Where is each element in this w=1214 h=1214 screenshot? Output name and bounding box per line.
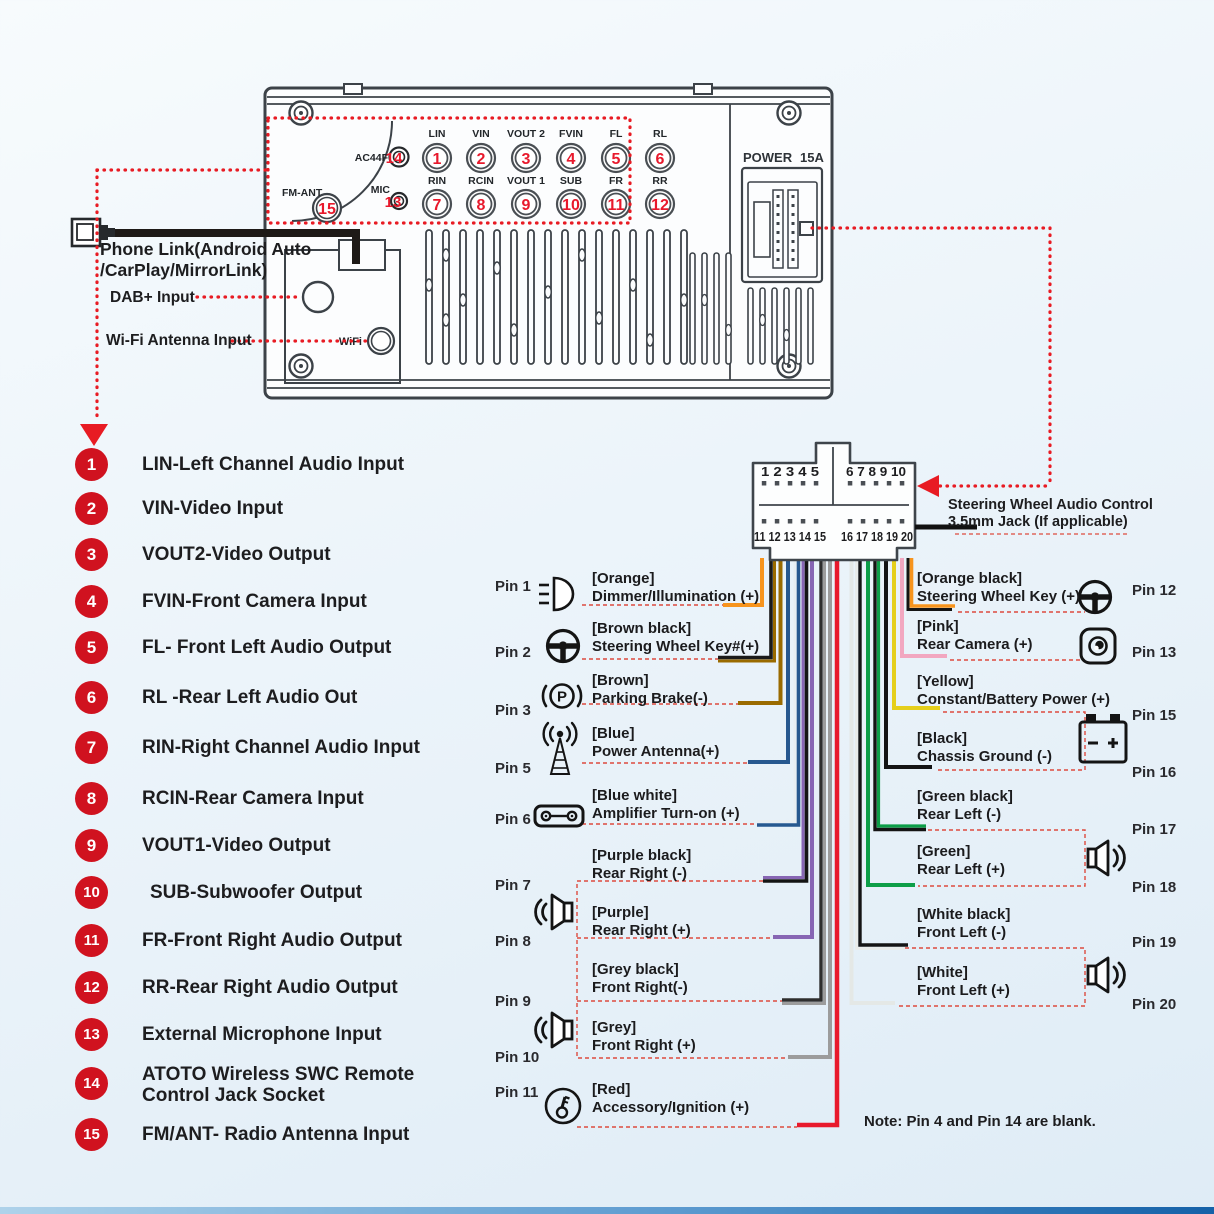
wire-color-label: [Yellow] (917, 673, 974, 690)
legend-label: FVIN-Front Camera Input (142, 591, 367, 612)
wire-color-label: [Black] (917, 730, 968, 747)
legend-label: FR-Front Right Audio Output (142, 930, 402, 951)
svg-text:MIC: MIC (370, 184, 390, 196)
legend-label: RCIN-Rear Camera Input (142, 788, 364, 809)
legend-number-badge: 5 (75, 631, 108, 664)
pin-row (495, 961, 855, 1010)
wire-color-label: [Green black] (917, 788, 1013, 805)
legend-number-badge: 3 (75, 538, 108, 571)
power-connector (742, 168, 822, 282)
power-label: POWER (743, 150, 793, 165)
legend-number-badge: 9 (75, 829, 108, 862)
legend-number-badge: 13 (75, 1018, 108, 1051)
pin-row (495, 847, 855, 894)
svg-text:10: 10 (562, 197, 580, 214)
wire-pin20-white (852, 558, 896, 1003)
down-arrow-icon (80, 424, 108, 446)
wire-function-label: Chassis Ground (-) (917, 748, 1053, 765)
wire-color-label: [Blue] (592, 725, 635, 742)
legend-label-line1: ATOTO Wireless SWC Remote (142, 1064, 415, 1085)
pin-row (495, 620, 855, 664)
swc-line1: Steering Wheel Audio Control (948, 497, 1153, 513)
wire-function-label: Rear Right (+) (592, 922, 691, 939)
bottom-accent-bar (0, 1207, 1214, 1214)
pin-number-label: Pin 7 (495, 877, 531, 894)
legend-number-badge: 4 (75, 585, 108, 618)
legend-label: VIN-Video Input (142, 498, 284, 519)
svg-text:FM-ANT: FM-ANT (282, 187, 323, 199)
legend-number-badge: 6 (75, 681, 108, 714)
pin-number-label: Pin 1 (495, 578, 531, 595)
pin-row (495, 570, 855, 614)
pin-row (495, 725, 855, 777)
pin-number-label: Pin 18 (1132, 879, 1177, 896)
svg-text:4: 4 (566, 151, 576, 168)
fuse-label: 15A (800, 150, 824, 165)
blank-pins-note: Note: Pin 4 and Pin 14 are blank. (864, 1113, 1096, 1130)
pin-row (917, 788, 1214, 838)
svg-text:WiFi: WiFi (338, 336, 362, 348)
legend-number-badge: 2 (75, 492, 108, 525)
svg-text:AC44F: AC44F (354, 152, 388, 164)
pin-number-label: Pin 16 (1132, 764, 1177, 781)
pin-number-label: Pin 20 (1132, 996, 1177, 1013)
svg-text:FL: FL (609, 128, 623, 140)
svg-text:RL: RL (653, 128, 667, 140)
svg-text:FVIN: FVIN (559, 128, 583, 140)
svg-text:13: 13 (384, 194, 402, 211)
legend-label: FL- Front Left Audio Output (142, 637, 392, 658)
connector-pins-1-5: 1 2 3 4 5 (761, 465, 820, 479)
pin-row (917, 673, 1214, 724)
phone-link-line1: Phone Link(Android Auto (100, 239, 312, 259)
svg-text:9: 9 (521, 197, 531, 214)
swc-jack-callout (948, 497, 1153, 531)
wire-color-label: [Brown black] (592, 620, 692, 637)
phone-link-callout (100, 239, 311, 281)
svg-text:RIN: RIN (427, 175, 447, 187)
pin-row (495, 787, 855, 831)
pin-row (917, 906, 1214, 950)
wire-function-label: Front Right(-) (592, 979, 688, 996)
wire-function-label: Power Antenna(+) (592, 743, 720, 760)
svg-text:15: 15 (318, 201, 336, 218)
wire-color-label: [Purple black] (592, 847, 692, 864)
svg-text:VIN: VIN (472, 128, 490, 140)
pin-number-label: Pin 13 (1132, 644, 1177, 661)
pin-row (917, 570, 1214, 614)
legend-label: LIN-Left Channel Audio Input (142, 454, 405, 475)
pin-number-label: Pin 3 (495, 702, 531, 719)
wire-function-label: Amplifier Turn-on (+) (592, 805, 740, 822)
svg-text:P: P (556, 688, 568, 706)
wire-color-label: [White black] (917, 906, 1011, 923)
wire-color-label: [White] (917, 964, 968, 981)
legend-label: VOUT1-Video Output (142, 835, 331, 856)
svg-text:SUB: SUB (559, 175, 583, 187)
pin-number-label: Pin 8 (495, 933, 531, 950)
legend-label: RL -Rear Left Audio Out (142, 687, 358, 708)
pin-row (495, 1019, 855, 1066)
pin-number-label: Pin 17 (1132, 821, 1177, 838)
svg-text:VOUT 2: VOUT 2 (507, 128, 545, 140)
svg-text:8: 8 (476, 197, 486, 214)
wire-function-label: Parking Brake(-) (592, 690, 708, 707)
wire-color-label: [Purple] (592, 904, 649, 921)
legend-number-badge: 12 (75, 971, 108, 1004)
pin-row (917, 843, 1214, 896)
pin-row (917, 730, 1214, 781)
svg-text:6: 6 (655, 151, 665, 168)
pin-number-label: Pin 9 (495, 993, 531, 1010)
connector-pins-6-10: 6 7 8 9 10 (846, 465, 907, 479)
legend-label: RIN-Right Channel Audio Input (142, 737, 420, 758)
pin-row (917, 618, 1214, 662)
legend-label: FM/ANT- Radio Antenna Input (142, 1124, 410, 1145)
svg-text:RCIN: RCIN (468, 175, 494, 187)
pin-number-label: Pin 11 (495, 1084, 539, 1101)
wire-color-label: [Blue white] (592, 787, 677, 804)
rca-jack (557, 128, 585, 172)
wire-function-label: Rear Camera (+) (917, 636, 1033, 653)
wire-color-label: [Grey] (592, 1019, 637, 1036)
svg-text:14: 14 (385, 150, 403, 167)
wire-color-label: [Pink] (917, 618, 959, 635)
svg-text:RR: RR (652, 175, 668, 187)
pin-number-label: Pin 19 (1132, 934, 1177, 951)
wire-color-label: [Orange] (592, 570, 655, 587)
legend-number-badge: 7 (75, 731, 108, 764)
legend-label-line2: Control Jack Socket (142, 1085, 325, 1106)
wire-color-label: [Brown] (592, 672, 649, 689)
svg-text:2: 2 (476, 151, 486, 168)
legend-number-badge: 14 (75, 1067, 108, 1100)
wire-function-label: Constant/Battery Power (+) (917, 691, 1110, 708)
legend-label: VOUT2-Video Output (142, 544, 331, 565)
left-arrow-icon (917, 475, 939, 497)
legend-number-badge: 15 (75, 1118, 108, 1151)
wire-function-label: Steering Wheel Key (+) (917, 588, 1080, 605)
legend-label: SUB-Subwoofer Output (150, 882, 363, 903)
svg-text:VOUT 1: VOUT 1 (507, 175, 545, 187)
wire-color-label: [Green] (917, 843, 971, 860)
legend-label: RR-Rear Right Audio Output (142, 977, 398, 998)
connector-pins-11-15: 11 12 13 14 15 (754, 530, 827, 544)
wire-function-label: Rear Left (-) (917, 806, 1002, 823)
pin-row (495, 672, 855, 719)
svg-text:LIN: LIN (428, 128, 446, 140)
harness-connector (753, 443, 977, 560)
wire-function-label: Front Left (-) (917, 924, 1007, 941)
wire-function-label: Rear Left (+) (917, 861, 1005, 878)
wire-function-label: Dimmer/Illumination (+) (592, 588, 760, 605)
wire-color-label: [Grey black] (592, 961, 679, 978)
wifi-antenna-callout: Wi-Fi Antenna Input (106, 332, 252, 349)
svg-text:1: 1 (432, 151, 442, 168)
wire-function-label: Front Right (+) (592, 1037, 696, 1054)
wire-function-label: Accessory/Ignition (+) (592, 1099, 750, 1116)
rca-jack (467, 175, 495, 218)
pin-number-label: Pin 6 (495, 811, 531, 828)
legend-number-badge: 10 (75, 876, 108, 909)
wire-color-label: [Red] (592, 1081, 631, 1098)
pin-number-label: Pin 15 (1132, 707, 1177, 724)
svg-text:12: 12 (651, 197, 669, 214)
rca-jack (557, 175, 585, 218)
wire-function-label: Rear Right (-) (592, 865, 687, 882)
legend-number-badge: 8 (75, 782, 108, 815)
wire-function-label: Front Left (+) (917, 982, 1010, 999)
dab-input-callout: DAB+ Input (110, 289, 195, 306)
connector-pins-16-20: 16 17 18 19 20 (841, 530, 914, 544)
legend-number-badge: 11 (75, 924, 108, 957)
wire-function-label: Steering Wheel Key#(+) (592, 638, 760, 655)
pin-number-label: Pin 10 (495, 1049, 540, 1066)
pin-row (495, 1081, 855, 1125)
swc-line2: 3.5mm Jack (If applicable) (948, 514, 1128, 530)
legend-number-badge: 1 (75, 448, 108, 481)
svg-text:5: 5 (611, 151, 621, 168)
svg-text:3: 3 (521, 151, 531, 168)
svg-text:7: 7 (432, 197, 442, 214)
pin-row (917, 964, 1214, 1013)
svg-text:11: 11 (607, 197, 625, 214)
pin-number-label: Pin 5 (495, 760, 531, 777)
legend-label: External Microphone Input (142, 1024, 382, 1045)
wire-color-label: [Orange black] (917, 570, 1023, 587)
pin-number-label: Pin 2 (495, 644, 531, 661)
phone-link-line2: /CarPlay/MirrorLink) (100, 260, 268, 280)
pin-number-label: Pin 12 (1132, 582, 1177, 599)
svg-text:FR: FR (609, 175, 623, 187)
pin-row (495, 904, 855, 948)
wire-pin19-white-stripe (857, 558, 906, 949)
